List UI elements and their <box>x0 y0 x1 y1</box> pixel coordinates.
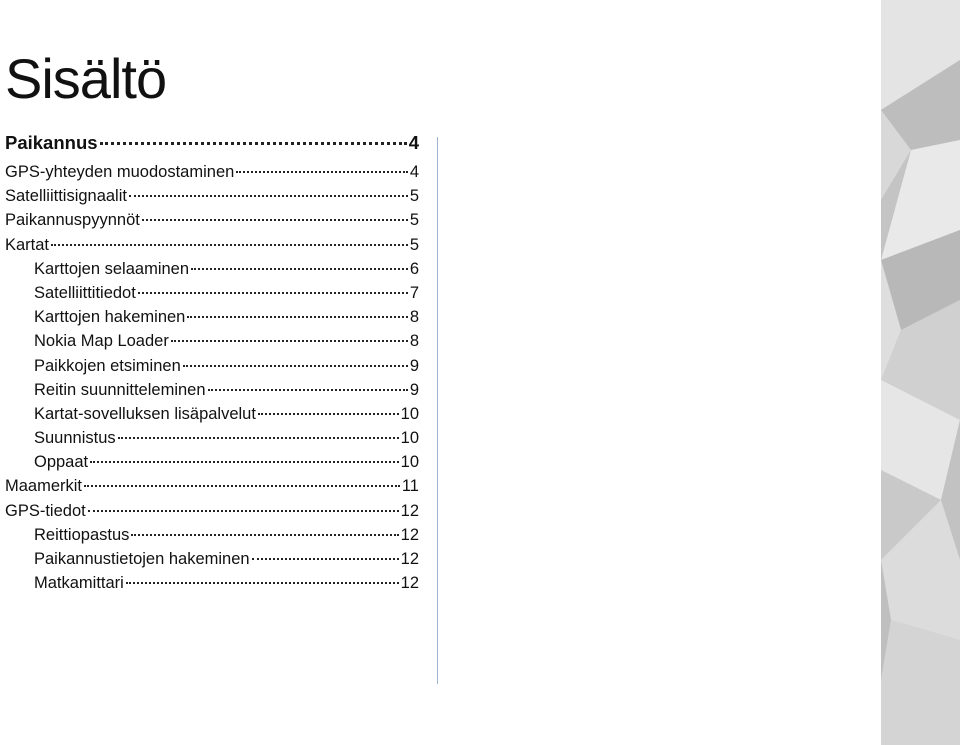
dot-leader <box>88 510 399 512</box>
toc-entry[interactable] <box>5 281 419 305</box>
toc-entry-page: 9 <box>409 356 419 375</box>
dot-leader <box>236 171 408 173</box>
dot-leader <box>208 389 408 391</box>
toc-entry-label: GPS-yhteyden muodostaminen <box>5 163 235 181</box>
dot-leader <box>118 437 399 439</box>
toc-entry-page: 11 <box>401 477 419 496</box>
toc-entry[interactable] <box>5 474 419 498</box>
toc-entry-page: 12 <box>400 525 419 544</box>
toc-chapter-page: 4 <box>408 132 419 153</box>
toc-entry-page: 8 <box>409 332 419 351</box>
toc-entry-label: Satelliittisignaalit <box>5 187 127 206</box>
toc-entry-page: 10 <box>400 404 419 423</box>
table-of-contents <box>5 131 419 595</box>
toc-entry-page: 5 <box>409 235 419 254</box>
toc-entry-label: Kartat-sovelluksen lisäpalvelut <box>34 404 256 423</box>
toc-entry-page: 6 <box>409 259 419 278</box>
page-title: Sisältö <box>5 47 167 110</box>
toc-entry[interactable] <box>5 378 419 402</box>
dot-leader <box>90 461 399 463</box>
toc-entry[interactable] <box>5 402 419 426</box>
toc-entry-label: Suunnistus <box>34 429 116 448</box>
dot-leader <box>183 365 408 367</box>
dot-leader <box>131 534 398 536</box>
toc-entry[interactable] <box>5 499 419 523</box>
toc-entry-label: Nokia Map Loader <box>34 332 169 351</box>
toc-entry[interactable] <box>5 523 419 547</box>
toc-entry-label: Paikannuspyynnöt <box>5 211 140 230</box>
toc-entry-label: Oppaat <box>34 453 89 472</box>
toc-entry[interactable] <box>5 184 419 208</box>
toc-entry-page: 12 <box>400 574 419 593</box>
dot-leader <box>51 244 408 246</box>
toc-entry-label: Kartat <box>5 235 50 254</box>
toc-entry[interactable] <box>5 354 419 378</box>
toc-entry-label: Reitin suunnitteleminen <box>34 380 206 399</box>
dot-leader <box>187 316 407 318</box>
toc-chapter-label: Paikannus <box>5 132 98 153</box>
toc-entry[interactable] <box>5 208 419 232</box>
dot-leader <box>100 142 407 145</box>
toc-entry[interactable] <box>5 571 419 595</box>
toc-entry-label: Maamerkit <box>5 477 83 496</box>
toc-entry-label: GPS-tiedot <box>5 501 86 520</box>
toc-entry[interactable] <box>5 547 419 571</box>
toc-entry-page: 4 <box>409 163 419 181</box>
dot-leader <box>84 485 400 487</box>
dot-leader <box>142 219 408 221</box>
dot-leader <box>191 268 408 270</box>
toc-entry-label: Karttojen selaaminen <box>34 259 190 278</box>
toc-entry-label: Karttojen hakeminen <box>34 308 186 327</box>
toc-entry[interactable] <box>5 305 419 329</box>
toc-entry-label: Satelliittitiedot <box>34 283 136 302</box>
toc-entry-label: Matkamittari <box>34 574 124 593</box>
column-divider <box>437 137 438 684</box>
toc-entry-page: 9 <box>409 380 419 399</box>
toc-entry-page: 12 <box>400 501 419 520</box>
toc-entry-page: 10 <box>400 429 419 448</box>
toc-entry-page: 5 <box>409 211 419 230</box>
toc-entry-page: 5 <box>409 187 419 206</box>
toc-entry[interactable] <box>5 426 419 450</box>
toc-entry-page: 8 <box>409 308 419 327</box>
toc-entry-label: Paikannustietojen hakeminen <box>34 550 250 568</box>
toc-entry[interactable] <box>5 257 419 281</box>
dot-leader <box>126 582 399 584</box>
toc-entry-label: Paikkojen etsiminen <box>34 356 181 375</box>
toc-entry-page: 12 <box>400 550 419 568</box>
toc-entry[interactable] <box>5 329 419 353</box>
toc-chapter-paikannus[interactable] <box>5 131 419 160</box>
toc-entry[interactable] <box>5 160 419 184</box>
toc-entry-page: 10 <box>400 453 419 472</box>
decorative-facet-panel <box>881 0 960 745</box>
dot-leader <box>138 292 408 294</box>
toc-entry-label: Reittiopastus <box>34 525 130 544</box>
dot-leader <box>171 340 408 342</box>
toc-entry[interactable] <box>5 233 419 257</box>
dot-leader <box>258 413 399 415</box>
toc-entry-page: 7 <box>409 283 419 302</box>
toc-entry[interactable] <box>5 450 419 474</box>
dot-leader <box>129 195 408 197</box>
dot-leader <box>252 558 399 560</box>
